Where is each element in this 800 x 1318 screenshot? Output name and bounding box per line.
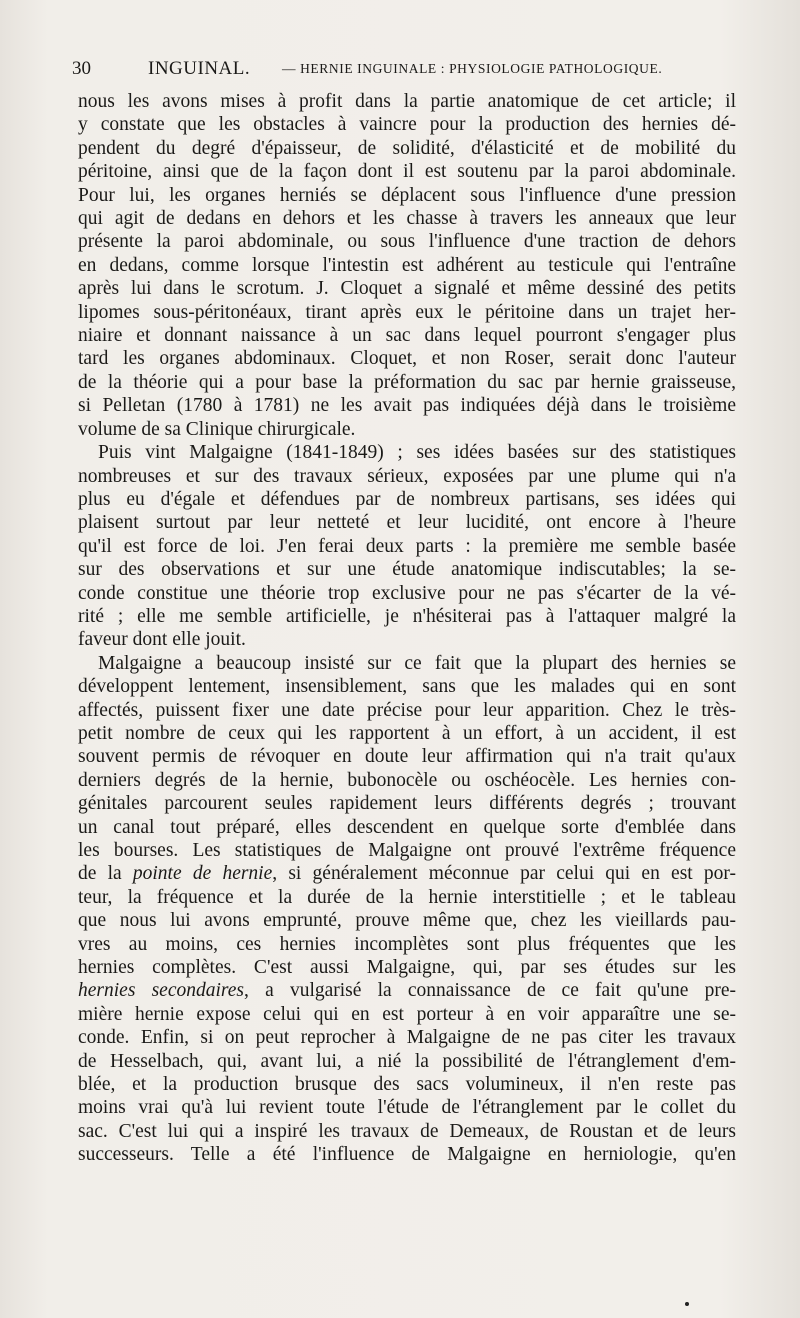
text-line: hernies complètes. C'est aussi Malgaigne, qui, par ses études sur les	[78, 957, 736, 979]
text-line: y constate que les obstacles à vaincre pour la production des hernies dé-	[78, 114, 736, 136]
text-line: développent lentement, insensiblement, sans que les malades qui en sont	[78, 676, 736, 698]
text-line: les bourses. Les statistiques de Malgaigne ont prouvé l'extrême fréquence	[78, 840, 736, 861]
text-line: rité ; elle me semble artificielle, je n'hésiterai pas à l'attaquer malgré la	[78, 605, 736, 627]
text-line: successeurs. Telle a été l'influence de Malgaigne en herniologie, qu'en	[78, 1144, 736, 1166]
running-header	[72, 58, 732, 86]
text-line: mière hernie expose celui qui en est porteur à en voir apparaître une se-	[78, 1003, 736, 1025]
text-line: sur des observations et sur une étude anatomique indiscutables; la se-	[78, 559, 736, 581]
text-line: Pour lui, les organes herniés se déplacent sous l'influence d'une pression	[78, 184, 736, 206]
text-line: qu'il est force de loi. J'en ferai deux parts : la première me semble basée	[78, 535, 736, 557]
text-line: de la pointe de hernie, si généralement méconnue par celui qui en est por-	[78, 863, 736, 885]
text-line: de la théorie qui a pour base la préformation du sac par hernie graisseuse,	[78, 371, 736, 393]
text-line: que nous lui avons emprunté, prouve même que, chez les vieillards pau-	[78, 910, 736, 932]
page-number: 30	[72, 58, 91, 79]
text-line: si Pelletan (1780 à 1781) ne les avait pas indiquées déjà dans le troisième	[78, 395, 736, 417]
text-line: Malgaigne a beaucoup insisté sur ce fait que la plupart des hernies se	[98, 652, 736, 674]
text-line: petit nombre de ceux qui les rapportent à un effort, à un accident, il est	[78, 722, 736, 744]
text-line: volume de sa Clinique chirurgicale.	[78, 418, 356, 440]
text-line: nous les avons mises à profit dans la partie anatomique de cet article; il	[78, 91, 736, 112]
text-line: tard les organes abdominaux. Cloquet, et non Roser, serait donc l'auteur	[78, 348, 736, 370]
print-speck	[685, 1302, 689, 1306]
paragraph	[78, 441, 736, 652]
text-line: niaire et donnant naissance à un sac dans lequel pourront s'engager plus	[78, 325, 736, 347]
text-line: hernies secondaires, a vulgarisé la connaissance de ce fait qu'une pre-	[78, 980, 736, 1002]
paragraph	[78, 652, 736, 1167]
text-line: vres au moins, ces hernies incomplètes sont plus fréquentes que les	[78, 933, 736, 955]
text-line: après lui dans le scrotum. J. Cloquet a signalé et même dessiné des petits	[78, 278, 736, 300]
text-line: conde constitue une théorie trop exclusive pour ne pas s'écarter de la vé-	[78, 582, 736, 604]
paragraph	[78, 90, 736, 441]
text-line: nombreuses et sur des travaux sérieux, exposées par une plume qui n'a	[78, 465, 736, 487]
text-line: moins vrai qu'à lui revient toute l'étude de l'étranglement par le collet du	[78, 1097, 736, 1119]
text-line: génitales parcourent seules rapidement leurs différents degrés ; trouvant	[78, 793, 736, 815]
text-line: plus eu d'égale et défendues par de nombreux partisans, ses idées qui	[78, 488, 736, 510]
italic-term: pointe de hernie	[132, 863, 273, 885]
text-line: en dedans, comme lorsque l'intestin est adhérent au testicule qui l'entraîne	[78, 254, 736, 276]
text-line: péritoine, ainsi que de la façon dont il est soutenu par la paroi abdominale.	[78, 161, 736, 183]
body-text	[78, 90, 736, 1167]
text-line: qui agit de dedans en dehors et les chasse à travers les anneaux que leur	[78, 208, 736, 230]
text-line: lipomes sous-péritonéaux, tirant après eux le péritoine dans un trajet her-	[78, 301, 736, 323]
text-line: sac. C'est lui qui a inspiré les travaux de Demeaux, de Roustan et de leurs	[78, 1120, 736, 1142]
text-line: conde. Enfin, si on peut reprocher à Malgaigne de ne pas citer les travaux	[78, 1027, 736, 1049]
italic-term: hernies secondaires	[78, 980, 245, 1002]
text-line: teur, la fréquence et la durée de la hernie interstitielle ; et le tableau	[78, 886, 736, 908]
text-line: plaisent surtout par leur netteté et leur lucidité, ont encore à l'heure	[78, 512, 736, 534]
text-line: présente la paroi abdominale, ou sous l'influence d'une traction de dehors	[78, 231, 736, 253]
text-line: pendent du degré d'épaisseur, de solidité, d'élasticité et de mobilité du	[78, 137, 736, 159]
section-subtitle: — HERNIE INGUINALE : PHYSIOLOGIE PATHOLOGIQUE.	[282, 61, 663, 76]
text-line: affectés, puissent fixer une date précise pour leur apparition. Chez le très-	[78, 699, 736, 721]
text-line: un canal tout préparé, elles descendent en quelque sorte d'emblée dans	[78, 816, 736, 838]
text-line: derniers degrés de la hernie, bubonocèle ou oschéocèle. Les hernies con-	[78, 769, 736, 791]
text-line: de Hesselbach, qui, avant lui, a nié la possibilité de l'étranglement d'em-	[78, 1050, 736, 1072]
text-line: blée, et la production brusque des sacs volumineux, il n'en reste pas	[78, 1074, 736, 1096]
text-line: Puis vint Malgaigne (1841-1849) ; ses idées basées sur des statistiques	[98, 442, 736, 464]
text-line: faveur dont elle jouit.	[78, 629, 246, 651]
section-title: INGUINAL.	[148, 58, 251, 79]
text-line: souvent permis de révoquer en doute leur affirmation qui n'a trait qu'aux	[78, 746, 736, 768]
